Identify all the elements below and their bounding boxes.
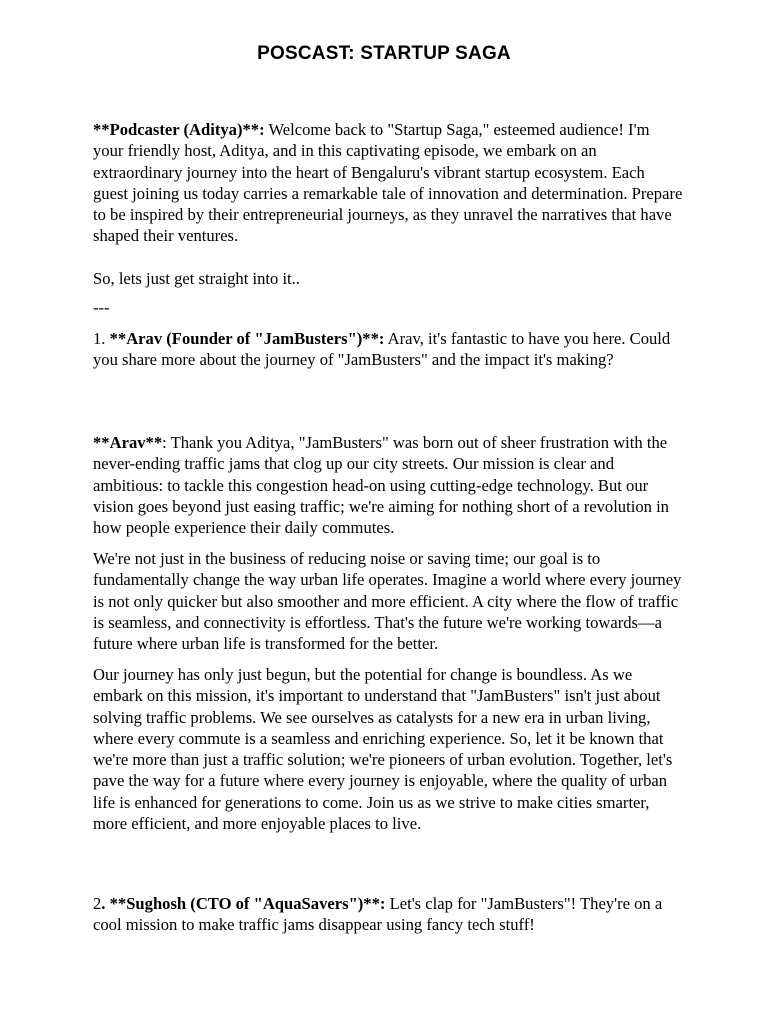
question-1-speaker: **Arav (Founder of "JamBusters")**: [109, 329, 385, 348]
intro-text: Welcome back to "Startup Saga," esteemed audience! I'm your friendly host, Aditya, and in this captivating episode, we embark on an extraordinary journey into the heart of Bengaluru's vibrant startup ecosystem. Each guest joining us today carries a remarkable tale of innovation and determination. Prepare to be inspired by their entrepreneurial journeys, as they unravel the narratives that have shaped their ventures. [93, 120, 683, 246]
answer-1-speaker: **Arav** [93, 433, 163, 452]
paragraph-3 [93, 664, 683, 834]
separator-text: --- [93, 298, 110, 317]
question-1-number: 1. [93, 329, 110, 348]
lead-in-text: So, lets just get straight into it.. [93, 269, 300, 288]
intro-paragraph [93, 119, 683, 247]
paragraph-3-text: Our journey has only just begun, but the potential for change is boundless. As we embark on this mission, it's important to understand that "JamBusters" isn't just about solving traffic problems. We see ourselves as catalysts for a new era in urban living, where every commute is a seamless and enriching experience. So, let it be known that we're more than just a traffic solution; we're pioneers of urban evolution. Together, let's pave the way for a future where every journey is enjoyable, where the quality of urban life is enhanced for generations to come. Join us as we strive to make cities smarter, more efficient, and more enjoyable places to live. [93, 665, 673, 834]
question-2-number: 2 [93, 894, 102, 913]
intro-speaker: **Podcaster (Aditya)**: [93, 120, 265, 139]
separator-line [93, 297, 683, 318]
document-title: POSCAST: STARTUP SAGA [257, 43, 511, 64]
question-1-text: Arav, it's fantastic to have you here. Could you share more about the journey of "JamBusters" and the impact it's making? [93, 329, 671, 370]
answer-1-text: : Thank you Aditya, "JamBusters" was born out of sheer frustration with the never-ending traffic jams that clog up our city streets. Our mission is clear and ambitious: to tackle this congestion head-on using cutting-edge technology. But our vision goes beyond just easing traffic; we're aiming for nothing short of a revolution in how people experience their daily commutes. [93, 433, 669, 538]
question-2-speaker: . **Sughosh (CTO of "AquaSavers")**: [101, 894, 386, 913]
question-2-text: Let's clap for "JamBusters"! They're on a cool mission to make traffic jams disappear using fancy tech stuff! [93, 894, 663, 935]
answer-1 [93, 432, 683, 538]
question-1 [93, 328, 683, 371]
paragraph-2-text: We're not just in the business of reducing noise or saving time; our goal is to fundamentally change the way urban life operates. Imagine a world where every journey is not only quicker but also smoother and more efficient. A city where the flow of traffic is seamless, and connectivity is effortless. That's the future we're working towards—a future where urban life is transformed for the better. [93, 549, 682, 654]
question-2 [93, 893, 683, 936]
paragraph-2 [93, 548, 683, 654]
lead-in-line [93, 268, 683, 289]
